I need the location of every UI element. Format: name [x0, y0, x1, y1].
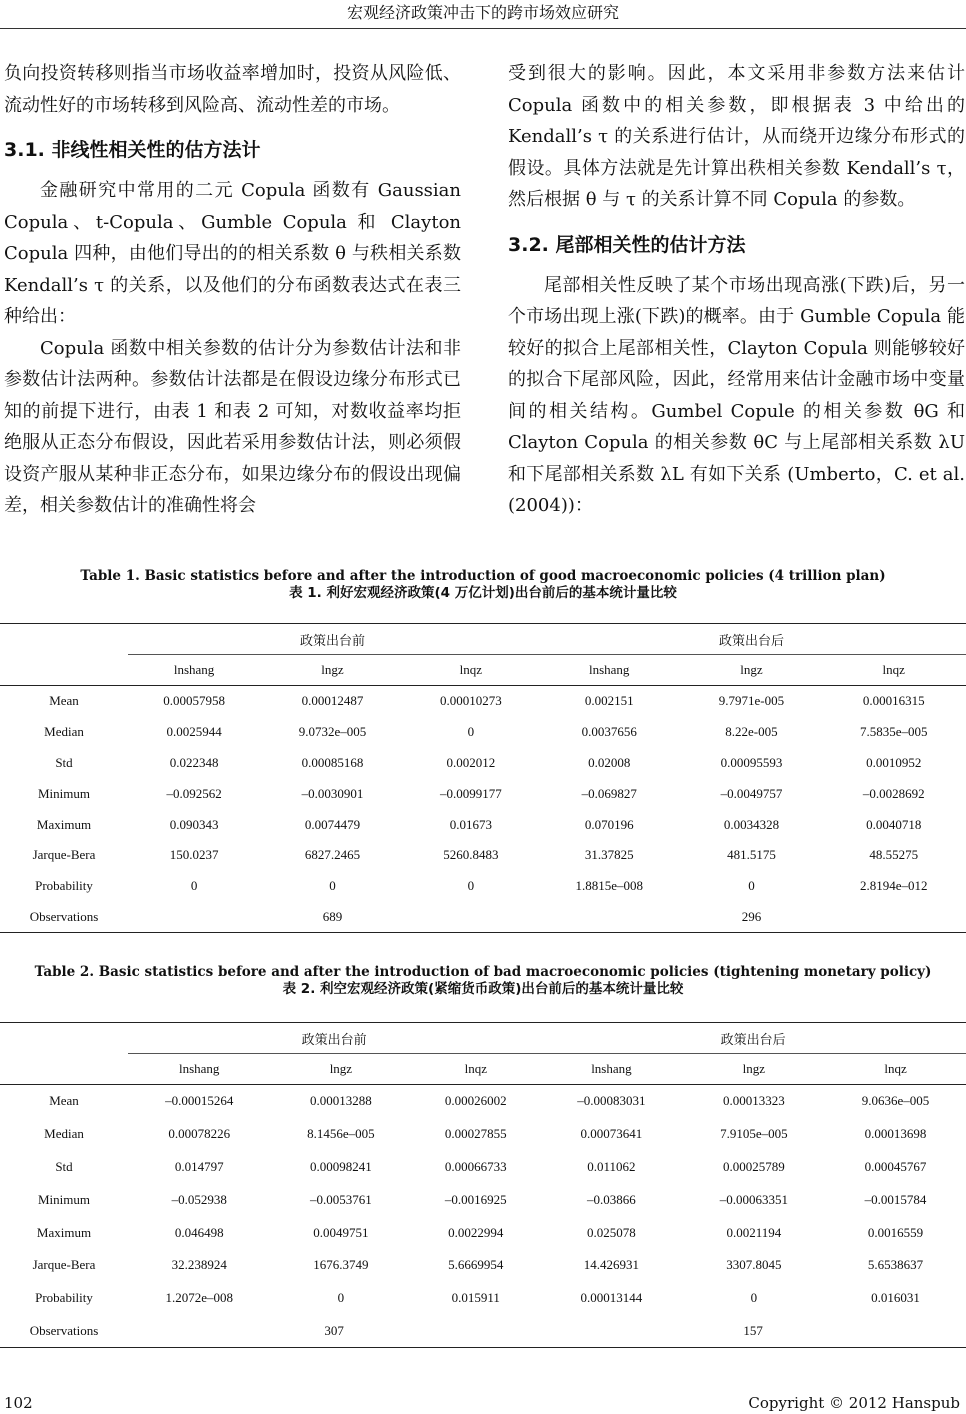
left-paragraph-2: 金融研究中常用的二元 Copula 函数有 Gaussian Copula、t-Copula、Gumble Copula 和 Clayton Copula 四种，由他们导出的的相关系数 θ 与秩相关系数 Kendall’s τ 的关系，以及他们的分布函数表达式在表三种给出：	[4, 180, 461, 327]
table-cell: 0.00085168	[301, 754, 364, 770]
table-cell: 0.014797	[174, 1158, 224, 1174]
table-cell: 0.0025944	[166, 724, 222, 740]
table-cell: –0.00015264	[165, 1093, 234, 1109]
table-cell: 157	[743, 1322, 763, 1338]
table-cell: 1.8815e–008	[575, 878, 643, 894]
table-cell: 0.00025789	[722, 1158, 785, 1174]
table-row	[0, 1216, 966, 1249]
table-cell: 0.00066733	[444, 1158, 507, 1174]
table-cell: 0	[748, 878, 755, 894]
table-cell: 0.00073641	[580, 1126, 643, 1142]
table-row	[0, 778, 966, 809]
table-cell: 6827.2465	[304, 847, 361, 863]
table-cell: –0.0049757	[720, 785, 783, 801]
table-row-label: Jarque-Bera	[32, 1257, 96, 1273]
left-column	[4, 58, 461, 522]
table-row-label: Median	[44, 1126, 84, 1142]
table-row-label: Maximum	[36, 1224, 92, 1240]
table-cell: –0.00083031	[577, 1093, 646, 1109]
table-cell: 0.00010273	[439, 693, 502, 709]
table-row	[0, 1249, 966, 1282]
table-row-label: Median	[44, 724, 84, 740]
table-cell: 0.00057958	[163, 693, 225, 709]
table-cell: 5260.8483	[443, 847, 499, 863]
table-cell: 296	[741, 908, 762, 924]
table-row	[0, 1282, 966, 1315]
table2-corner	[0, 1023, 128, 1054]
table-cell: –0.052938	[171, 1191, 227, 1207]
table-cell: 0.015911	[451, 1290, 500, 1306]
table2-var-header: lnqz	[825, 1054, 966, 1085]
table2-var-header: lngz	[683, 1054, 825, 1085]
table-cell: 0.00013288	[310, 1093, 372, 1109]
table-cell: 0.0021194	[726, 1224, 782, 1240]
table-row	[0, 748, 966, 779]
table-row-label: Probability	[35, 878, 93, 894]
page-footer	[0, 1394, 966, 1412]
running-header-title: 宏观经济政策冲击下的跨市场效应研究	[346, 3, 619, 22]
table-cell: 0.0016559	[867, 1224, 924, 1240]
right-paragraph-1: 受到很大的影响。因此，本文采用非参数方法来估计 Copula 函数中的相关参数，即根据表 3 中给出的 Kendall’s τ 的关系进行估计，从而绕开边缘分布形式的假设。具体方法就是先计算出秩相关参数 Kendall’s τ，然后根据 θ 与 τ 的关系计算不同 Copula 的参数。	[508, 63, 965, 210]
table-cell: –0.0030901	[301, 785, 364, 801]
table-row-label: Mean	[49, 693, 79, 709]
table-cell: 1676.3749	[313, 1257, 369, 1273]
table-cell: 3307.8045	[726, 1257, 782, 1273]
table-cell: 8.22e-005	[725, 724, 778, 740]
table-row	[0, 1151, 966, 1184]
table2-var-header: lnshang	[540, 1054, 682, 1085]
table1-var-header: lngz	[260, 655, 405, 686]
table-cell: 0.002012	[446, 754, 496, 770]
table-cell: 0.011062	[587, 1158, 636, 1174]
table1-caption	[0, 568, 966, 602]
table1-var-header: lnshang	[128, 655, 260, 686]
table-row	[0, 686, 966, 717]
table-cell: 689	[322, 908, 343, 924]
table2-corner-2	[0, 1054, 128, 1085]
table-cell: –0.069827	[581, 785, 637, 801]
table-cell: 481.5175	[727, 847, 776, 863]
table-cell: 0.070196	[584, 816, 634, 832]
table2-group-after: 政策出台后	[540, 1023, 966, 1054]
table-row	[0, 840, 966, 871]
table-row-label: Probability	[35, 1290, 93, 1306]
table-cell: 0.00026002	[444, 1093, 507, 1109]
table-cell: 1.2072e–008	[165, 1290, 233, 1306]
right-paragraph-2: 尾部相关性反映了某个市场出现高涨(下跌)后，另一个市场出现上涨(下跌)的概率。由于 Gumble Copula 能较好的拟合上尾部相关性，Clayton Copula 则能够较好的拟合下尾部风险，因此，经常用来估计金融市场中变量间的相关结构。Gumbel Copule 的相关参数 θG 和 Clayton Copula 的相关参数 θC 与上尾部相关系数 λU 和下尾部相关系数 λL 有如下关系 (Umberto，C. et al. (2004))：	[508, 274, 965, 516]
table-cell: 0	[467, 878, 475, 894]
table-cell: –0.0053761	[310, 1191, 372, 1207]
table-row-label: Minimum	[37, 785, 90, 801]
table-row	[0, 1085, 966, 1118]
table2	[0, 1022, 966, 1348]
table-cell: 0.02008	[588, 754, 631, 770]
table-cell: 0.0037656	[581, 724, 637, 740]
left-paragraph-1: 负向投资转移则指当市场收益率增加时，投资从风险低、流动性好的市场转移到风险高、流动性差的市场。	[4, 63, 461, 116]
table-cell: 0	[337, 1290, 345, 1306]
table-cell: 0.002151	[584, 693, 634, 709]
table-cell: 150.0237	[169, 847, 219, 863]
table-row-label: Mean	[49, 1093, 79, 1109]
table-cell: –0.0015784	[864, 1191, 927, 1207]
table-cell: 0.090343	[169, 816, 219, 832]
table1-group-after: 政策出台后	[537, 624, 966, 655]
table1-caption-en: Table 1. Basic statistics before and after the introduction of good macroeconomic policies (4 trillion plan)	[80, 568, 886, 584]
table-cell: 0.00078226	[168, 1126, 231, 1142]
table-cell: 0.022348	[169, 754, 219, 770]
table-cell: 0.0010952	[866, 754, 922, 770]
table-cell: 0.01673	[449, 816, 492, 832]
table-cell: 5.6538637	[867, 1257, 924, 1273]
table-cell: 9.7971e-005	[718, 693, 785, 709]
table-row	[0, 809, 966, 840]
page-number: 102	[4, 1394, 33, 1412]
table-cell: 5.6669954	[448, 1257, 504, 1273]
table-cell: 0	[750, 1290, 758, 1306]
table1	[0, 623, 966, 933]
running-header	[0, 0, 966, 29]
table-cell: 8.1456e–005	[307, 1126, 375, 1142]
table-cell: –0.092562	[166, 785, 222, 801]
table2-var-header: lnqz	[411, 1054, 540, 1085]
table-cell: 0.00098241	[310, 1158, 372, 1174]
table2-var-header: lngz	[270, 1054, 411, 1085]
table-cell: 0.00016315	[862, 693, 925, 709]
table-row-label: Observations	[29, 1322, 99, 1338]
table-row	[0, 1183, 966, 1216]
table-cell: 0.046498	[174, 1224, 224, 1240]
section-heading-3-2: 3.2. 尾部相关性的估计方法	[508, 233, 746, 256]
table-cell: 0.016031	[871, 1290, 920, 1306]
table2-var-header: lnshang	[128, 1054, 270, 1085]
table-row	[0, 902, 966, 933]
table2-caption-zh: 表 2. 利空宏观经济政策(紧缩货币政策)出台前后的基本统计量比较	[282, 981, 684, 997]
table-cell: 307	[324, 1322, 344, 1338]
table-cell: –0.0016925	[444, 1191, 507, 1207]
table-row	[0, 1315, 966, 1348]
table-cell: 0.00013323	[722, 1093, 785, 1109]
table1-group-before: 政策出台前	[128, 624, 537, 655]
table-cell: 0.00027855	[444, 1126, 507, 1142]
table-cell: 0.00013144	[580, 1290, 643, 1306]
table-cell: 14.426931	[583, 1257, 640, 1273]
table-cell: 0.0022994	[448, 1224, 504, 1240]
table-row-label: Std	[55, 754, 73, 770]
table-cell: 31.37825	[584, 847, 634, 863]
table-row-label: Jarque-Bera	[32, 847, 96, 863]
table-cell: 0.00012487	[301, 693, 364, 709]
table-row	[0, 717, 966, 748]
table-cell: –0.0099177	[439, 785, 502, 801]
table-cell: 48.55275	[869, 847, 919, 863]
table-cell: 0.0049751	[313, 1224, 369, 1240]
table-cell: 0	[190, 878, 198, 894]
table1-caption-zh: 表 1. 利好宏观经济政策(4 万亿计划)出台前后的基本统计量比较	[289, 585, 677, 601]
table1-var-header: lngz	[682, 655, 822, 686]
table-row	[0, 1118, 966, 1151]
table-cell: –0.03866	[587, 1191, 636, 1207]
table-cell: 0.00013698	[864, 1126, 927, 1142]
table-cell: 0.0074479	[304, 816, 361, 832]
table-cell: 0.025078	[587, 1224, 636, 1240]
table-cell: 7.5835e–005	[859, 724, 928, 740]
right-column	[508, 58, 965, 522]
table-cell: 0.00095593	[720, 754, 783, 770]
table1-var-header: lnqz	[405, 655, 537, 686]
table-cell: 0.0040718	[866, 816, 922, 832]
table2-caption	[0, 964, 966, 998]
table-cell: 0.0034328	[723, 816, 780, 832]
table-row-label: Maximum	[36, 816, 92, 832]
table-cell: 0	[467, 724, 475, 740]
table-cell: 9.0732e–005	[298, 724, 367, 740]
table-row-label: Observations	[29, 908, 99, 924]
table1-var-header: lnshang	[537, 655, 682, 686]
table1-corner	[0, 624, 128, 655]
left-paragraph-3: Copula 函数中相关参数的估计分为参数估计法和非参数估计法两种。参数估计法都是在假设边缘分布形式已知的前提下进行，由表 1 和表 2 可知，对数收益率均拒绝服从正态分布假设，因此若采用参数估计法，则必须假设资产服从某种非正态分布，如果边缘分布的假设出现偏差，相关参数估计的准确性将会	[4, 337, 461, 516]
table-row-label: Std	[55, 1158, 73, 1174]
table-cell: 0.00045767	[864, 1158, 927, 1174]
table-cell: –0.0028692	[862, 785, 925, 801]
table2-caption-en: Table 2. Basic statistics before and after the introduction of bad macroeconomic policies (tightening monetary policy)	[34, 964, 932, 980]
table-cell: 7.9105e–005	[720, 1126, 788, 1142]
table2-group-before: 政策出台前	[128, 1023, 540, 1054]
table-cell: 9.0636e–005	[861, 1093, 930, 1109]
table-cell: –0.00063351	[719, 1191, 788, 1207]
copyright-notice: Copyright © 2012 Hanspub	[748, 1394, 960, 1412]
table-cell: 0	[329, 878, 336, 894]
table-row	[0, 871, 966, 902]
table1-var-header: lnqz	[821, 655, 966, 686]
table-cell: 2.8194e–012	[859, 878, 928, 894]
table-row-label: Minimum	[37, 1191, 90, 1207]
table-cell: 32.238924	[171, 1257, 227, 1273]
table1-corner-2	[0, 655, 128, 686]
section-heading-3-1: 3.1. 非线性相关性的估方法计	[4, 139, 261, 161]
